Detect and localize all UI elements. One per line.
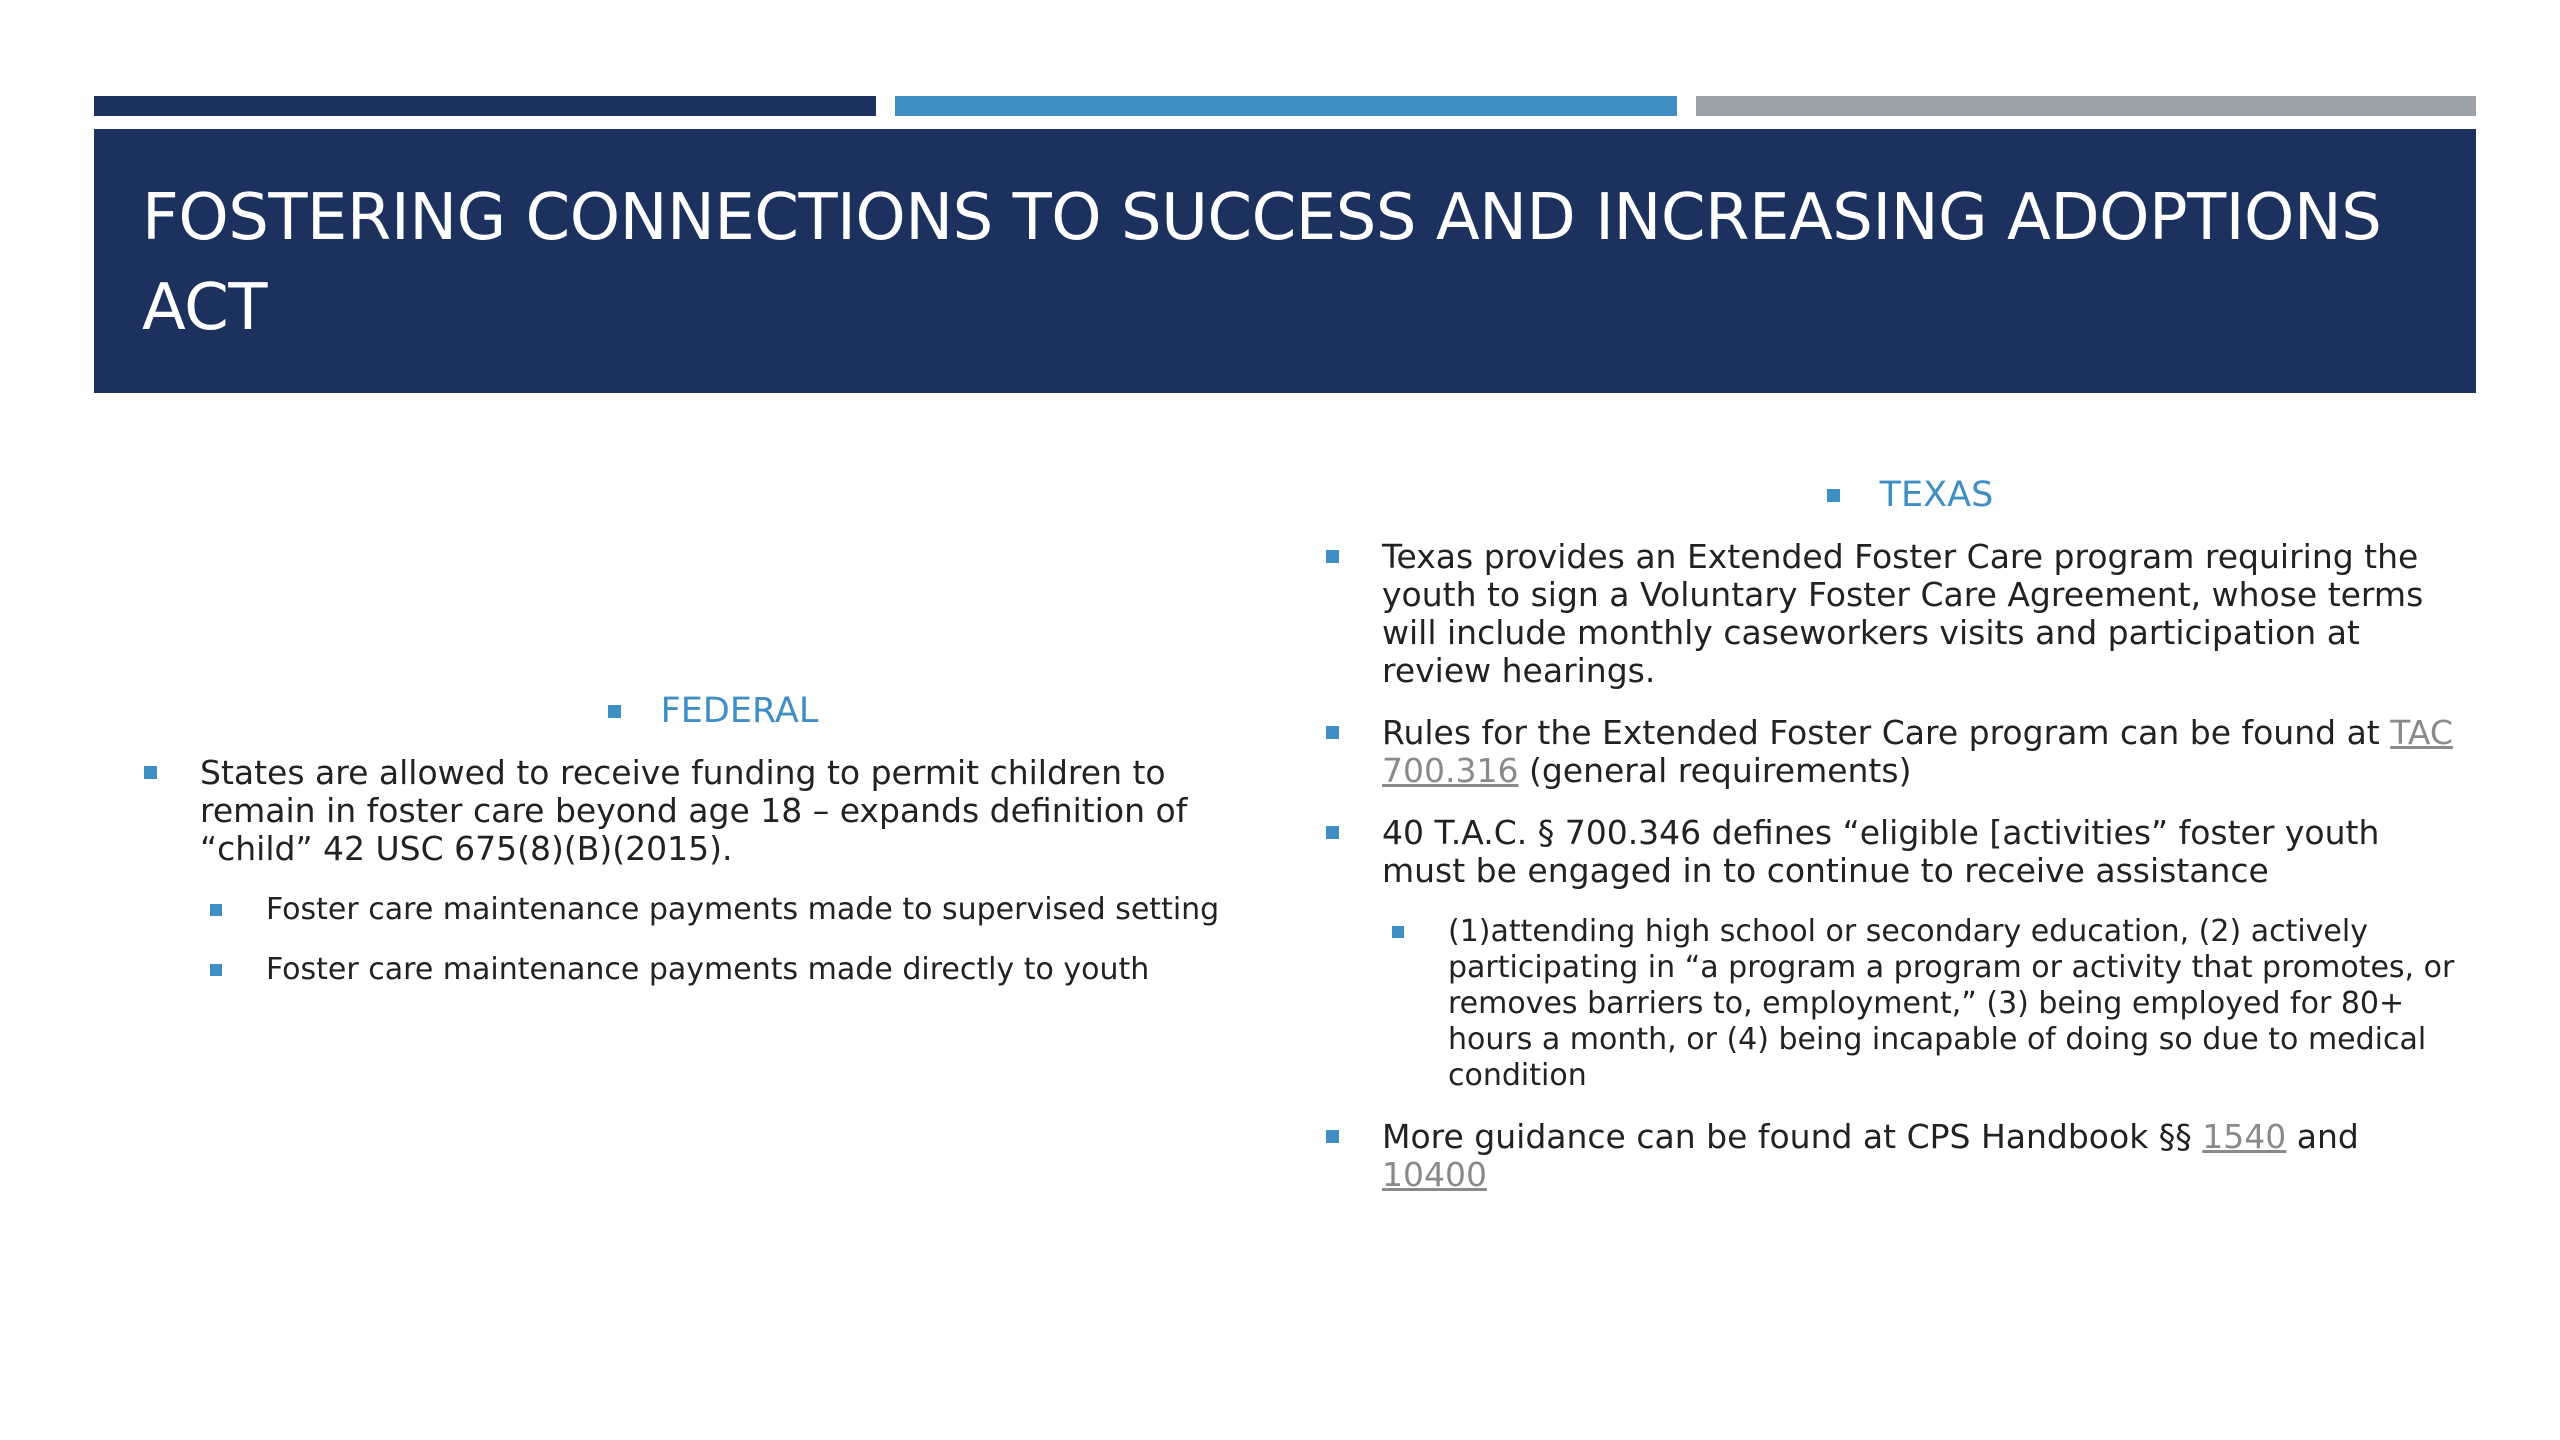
federal-heading-row [178, 690, 1248, 732]
square-bullet-icon [1326, 1130, 1339, 1143]
accent-bars [94, 96, 2476, 116]
square-bullet-icon [210, 964, 222, 976]
accent-bar-blue [895, 96, 1677, 116]
list-item [138, 892, 1248, 928]
accent-bar-gray [1696, 96, 2476, 116]
handbook-1540-link[interactable]: 1540 [2202, 1117, 2287, 1156]
list-item [138, 754, 1248, 868]
federal-sub-bullet-1: Foster care maintenance payments made to supervised setting [266, 892, 1220, 927]
list-item [1320, 538, 2460, 690]
list-item [1320, 814, 2460, 890]
federal-heading: FEDERAL [660, 691, 819, 731]
federal-bullet-1: States are allowed to receive funding to permit children to remain in foster care beyond age 18 – expands definition of “child” 42 USC 675(8)(B)(2015). [200, 753, 1188, 868]
square-bullet-icon [1326, 826, 1339, 839]
texas-heading: TEXAS [1879, 475, 1994, 515]
tac-700-316-link[interactable]: TAC 700.316 [1382, 713, 2453, 790]
square-bullet-icon [1827, 489, 1840, 502]
texas-heading-row [1360, 474, 2460, 516]
square-bullet-icon [1326, 550, 1339, 563]
square-bullet-icon [1392, 926, 1404, 938]
texas-column [1320, 474, 2460, 1218]
list-item [138, 952, 1248, 988]
list-item [1320, 914, 2460, 1094]
texas-list [1320, 538, 2460, 1194]
texas-sub-bullet-1: (1)attending high school or secondary education, (2) actively participating in “a program a program or activity that promotes, or removes barriers to, employment,” (3) being employed for 80+ hours a month, or (4) being incapable of doing so due to medical condition [1448, 914, 2455, 1093]
texas-bullet-4-text: More guidance can be found at CPS Handbook §§ [1382, 1117, 2203, 1156]
federal-column [138, 690, 1248, 1012]
list-item [1320, 1118, 2460, 1194]
square-bullet-icon [210, 904, 222, 916]
accent-bar-navy [94, 96, 876, 116]
square-bullet-icon [144, 766, 157, 779]
federal-list [138, 754, 1248, 988]
texas-bullet-4-and: and [2286, 1117, 2359, 1156]
square-bullet-icon [608, 705, 621, 718]
square-bullet-icon [1326, 726, 1339, 739]
title-band [94, 129, 2476, 393]
texas-bullet-1: Texas provides an Extended Foster Care program requiring the youth to sign a Voluntary Foster Care Agreement, whose terms will include monthly caseworkers visits and participation at review hearings. [1382, 537, 2424, 690]
slide-title: FOSTERING CONNECTIONS TO SUCCESS AND INCREASING ADOPTIONS ACT [142, 181, 2382, 345]
federal-sub-bullet-2: Foster care maintenance payments made directly to youth [266, 952, 1150, 987]
texas-bullet-2-suffix: (general requirements) [1518, 751, 1912, 790]
list-item [1320, 714, 2460, 790]
texas-bullet-3: 40 T.A.C. § 700.346 defines “eligible [activities” foster youth must be engaged in to continue to receive assistance [1382, 813, 2380, 890]
handbook-10400-link[interactable]: 10400 [1382, 1155, 1487, 1194]
texas-bullet-2-text: Rules for the Extended Foster Care program can be found at [1382, 713, 2391, 752]
